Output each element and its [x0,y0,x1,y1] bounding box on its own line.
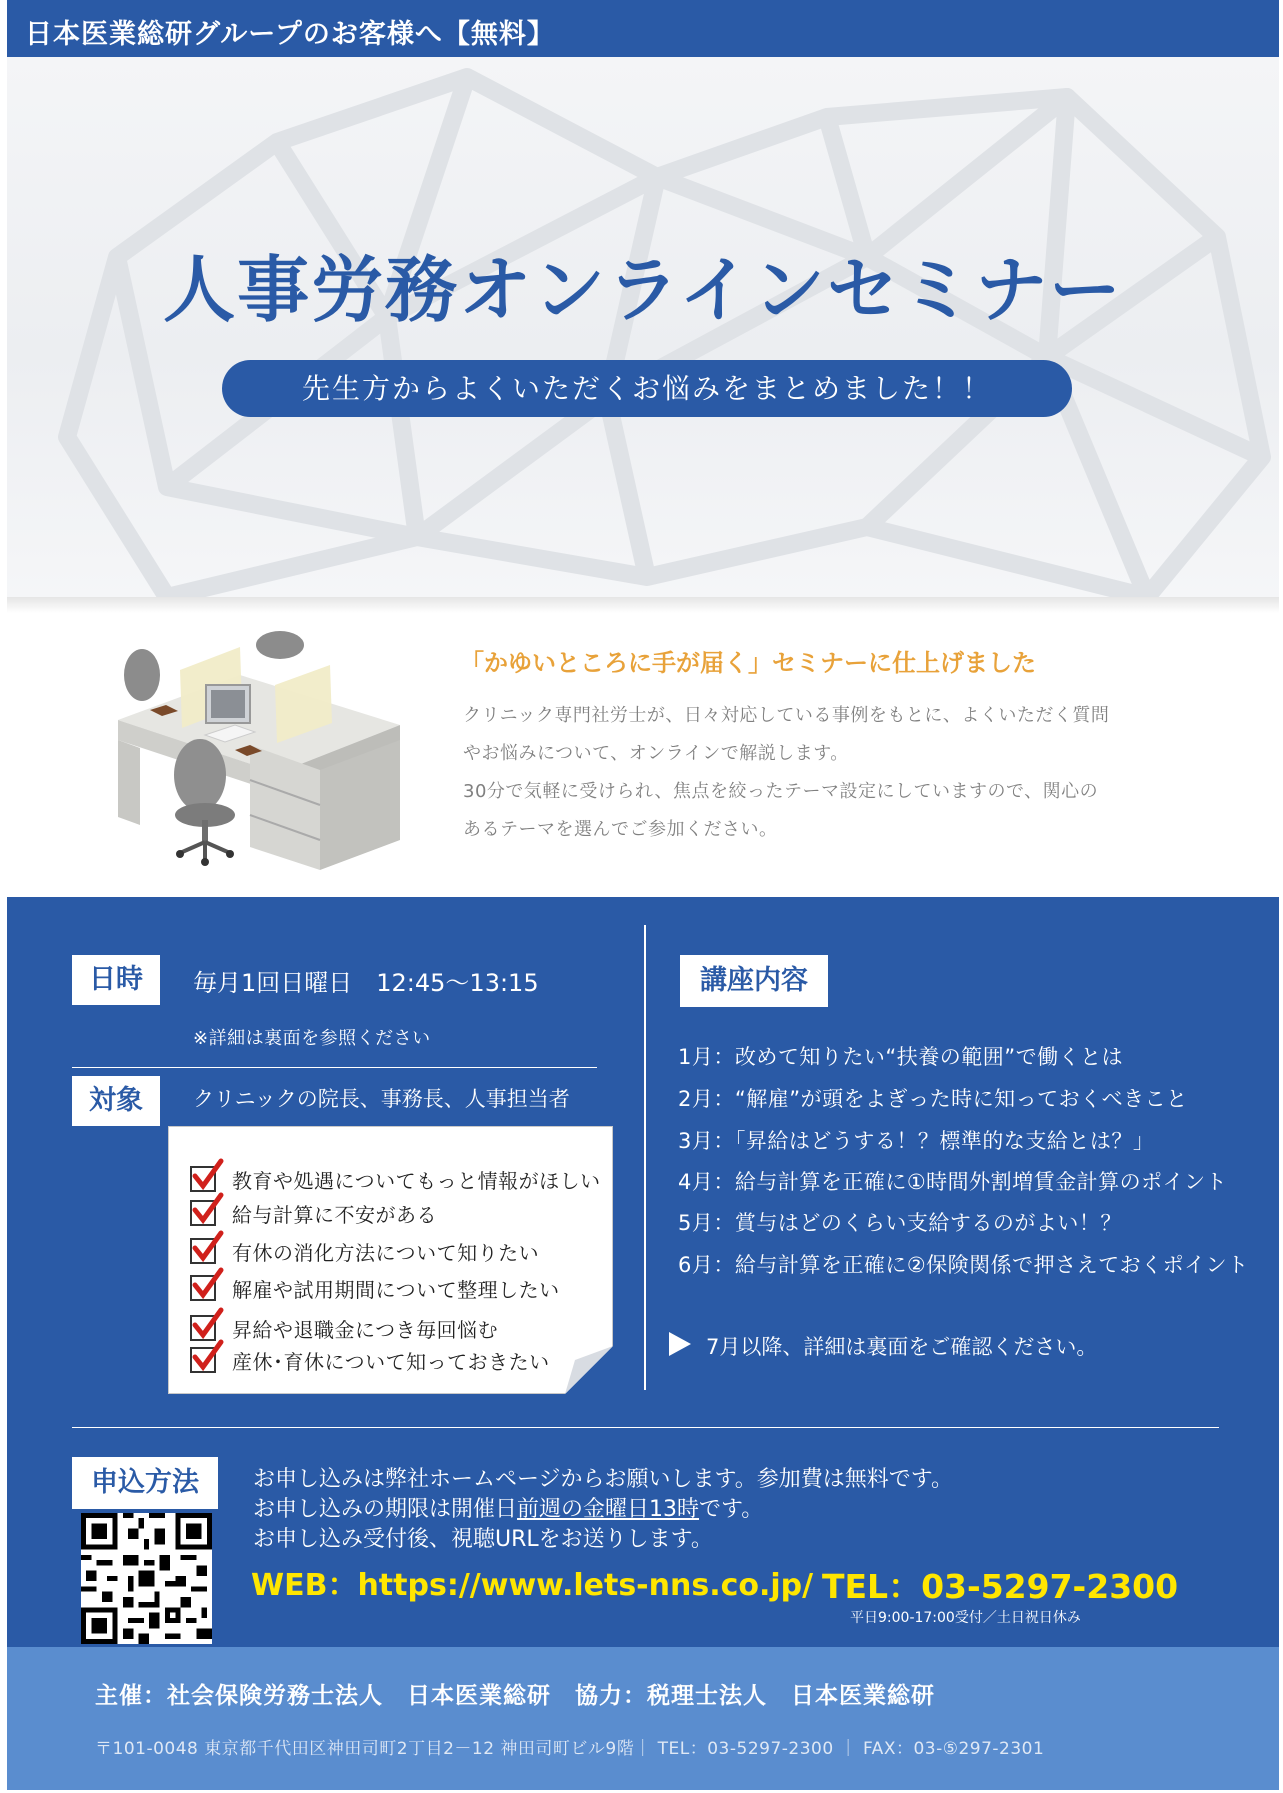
checklist-item [190,1272,560,1304]
apply-line-1: お申し込みは弊社ホームページからお願いします。参加費は無料です。 [253,1467,954,1492]
courses-label: 講座内容 [680,955,828,1007]
hero-title: 人事労務オンラインセミナー [163,248,1123,332]
course-item: 5月：賞与はどのくらい支給するのがよい！？ [678,1211,1122,1235]
checked-box-icon [190,1200,216,1226]
intro-line: あるテーマを選んでご参加ください。 [463,819,778,840]
checked-box-icon [190,1275,216,1301]
column-divider [644,925,646,1390]
schedule-label: 日時 [72,955,160,1005]
apply-line-2-pre: お申し込みの期限は開催日 [253,1497,518,1522]
apply-deadline: 前週の金曜日13時 [517,1497,700,1522]
footer-address: 〒101-0048 東京都千代田区神田司町2丁目2－12 神田司町ビル9階｜ TEL：03-5297-2300 ｜ FAX：03-⑤297-2301 [95,1739,1045,1759]
checklist-text: 給与計算に不安がある [232,1202,437,1227]
page-curl-graphic [565,1346,613,1394]
intro-line: やお悩みについて、オンラインで解説します。 [463,743,849,764]
tel-number[interactable]: TEL：03-5297-2300 [822,1567,1179,1606]
checklist-item [190,1197,437,1229]
course-item: 1月：改めて知りたい“扶養の範囲”で働くとは [678,1045,1124,1069]
play-triangle-icon [669,1332,691,1356]
checked-box-icon [190,1238,216,1264]
courses-more-note: 7月以降、詳細は裏面をご確認ください。 [706,1335,1098,1359]
hero-section [7,57,1279,597]
target-label: 対象 [72,1076,160,1126]
checklist-item [190,1344,550,1376]
apply-label: 申込方法 [72,1457,218,1509]
row-divider [72,1067,597,1068]
schedule-note: ※詳細は裏面を参照ください [193,1028,431,1049]
course-item: 2月：“解雇”が頭をよぎった時に知っておくべきこと [678,1087,1188,1111]
checked-box-icon [190,1347,216,1373]
banner-text: 日本医業総研グループのお客様へ【無料】 [25,19,555,50]
hero-subtitle-pill: 先生方からよくいただくお悩みをまとめました！！ [222,360,1072,417]
apply-line-3: お申し込み受付後、視聴URLをお送りします。 [253,1527,713,1552]
section-divider [72,1427,1219,1428]
target-value: クリニックの院長、事務長、人事担当者 [193,1087,570,1111]
checklist-item [190,1163,601,1195]
intro-body [463,697,1203,849]
apply-line-2 [253,1492,763,1523]
checklist-text: 解雇や試用期間について整理したい [232,1277,560,1302]
qr-code-icon[interactable] [81,1513,212,1644]
footer-organizer: 主催：社会保険労務士法人 日本医業総研 協力：税理士法人 日本医業総研 [95,1683,935,1709]
intro-heading: 「かゆいところに手が届く」セミナーに仕上げました [460,649,1036,677]
checklist-item [190,1235,539,1267]
checklist-text: 教育や処遇についてもっと情報がほしい [232,1168,601,1193]
checked-box-icon [190,1315,216,1341]
apply-line-2-post: です。 [699,1497,764,1522]
course-item: 3月：「昇給はどうする！？標準的な支給とは？」 [678,1129,1155,1153]
intro-line: クリニック専門社労士が、日々対応している事例をもとに、よくいただく質問 [463,705,1110,726]
checklist-text: 昇給や退職金につき毎回悩む [232,1317,499,1342]
top-banner [7,0,1279,57]
checklist-text: 有休の消化方法について知りたい [232,1240,540,1265]
schedule-value: 毎月1回日曜日 12:45～13:15 [193,969,539,997]
office-desk-illustration [110,625,410,870]
intro-line: 30分で気軽に受けられ、焦点を絞ったテーマ設定にしていますので、関心の [463,781,1099,802]
hero-shadow [7,597,1279,613]
course-item: 6月：給与計算を正確に②保険関係で押さえておくポイント [678,1253,1249,1277]
tel-hours: 平日9:00-17:00受付／土日祝日休み [850,1610,1081,1626]
checked-box-icon [190,1166,216,1192]
checklist-item [190,1312,498,1344]
footer [7,1647,1279,1790]
checklist-text: 産休･育休について知っておきたい [232,1349,550,1374]
web-url[interactable]: WEB：https://www.lets-nns.co.jp/ [251,1568,814,1603]
course-item: 4月：給与計算を正確に①時間外割増賃金計算のポイント [678,1170,1228,1194]
